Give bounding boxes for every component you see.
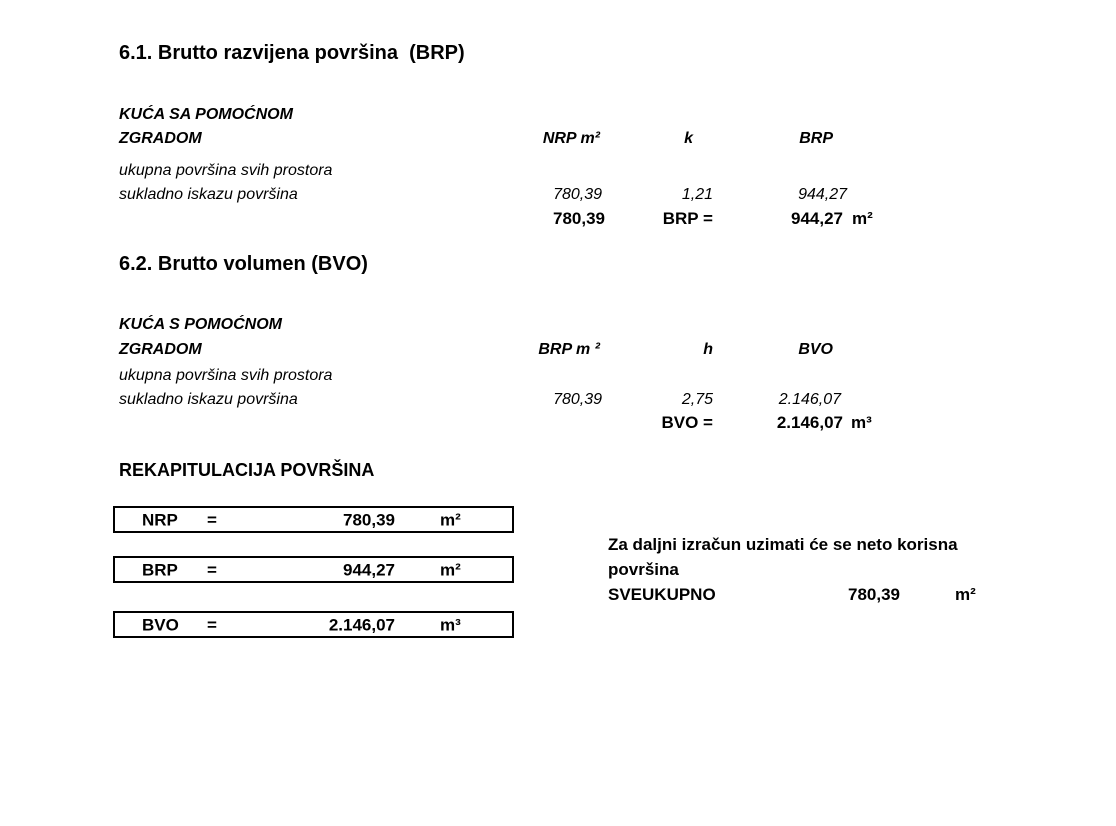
recap-nrp-value: 780,39 xyxy=(343,510,395,529)
note-line1: Za daljni izračun uzimati će se neto korisna xyxy=(608,535,958,554)
recap-box-brp xyxy=(113,556,514,583)
section-62-col-header-brp: BRP m ² xyxy=(538,341,600,358)
recap-bvo-unit: m³ xyxy=(440,615,461,634)
recap-bvo-label: BVO xyxy=(142,615,179,634)
recap-heading: REKAPITULACIJA POVRŠINA xyxy=(119,460,375,480)
section-62-heading: 6.2. Brutto volumen (BVO) xyxy=(119,253,368,275)
section-61-desc-line2: sukladno iskazu površina xyxy=(119,186,298,203)
section-62-col-header-h: h xyxy=(703,341,713,358)
section-61-total-label: BRP = xyxy=(662,209,713,228)
recap-nrp-unit: m² xyxy=(440,510,461,529)
section-61-desc-line1: ukupna površina svih prostora xyxy=(119,162,333,179)
section-62-desc-line1: ukupna površina svih prostora xyxy=(119,367,333,384)
recap-brp-value: 944,27 xyxy=(343,560,395,579)
section-62-total-unit: m³ xyxy=(851,413,872,432)
section-61-col-header-brp: BRP xyxy=(799,130,833,147)
recap-brp-equals: = xyxy=(207,560,217,579)
section-62-col-header-bvo: BVO xyxy=(798,341,833,358)
note-total-value: 780,39 xyxy=(848,585,900,604)
recap-brp-unit: m² xyxy=(440,560,461,579)
section-62-total-value: 2.146,07 xyxy=(776,413,843,432)
section-61-entity-line1: KUĆA SA POMOĆNOM xyxy=(119,106,293,123)
section-61-total-unit: m² xyxy=(852,209,873,228)
note-line2: površina xyxy=(608,560,679,579)
section-62-total-label: BVO = xyxy=(661,413,713,432)
section-61-value-nrp: 780,39 xyxy=(553,186,602,203)
section-61-value-k: 1,21 xyxy=(681,186,713,203)
section-62-value-h: 2,75 xyxy=(681,391,713,408)
section-61-entity-line2: ZGRADOM xyxy=(119,130,202,147)
recap-bvo-value: 2.146,07 xyxy=(328,615,395,634)
section-62-desc-line2: sukladno iskazu površina xyxy=(119,391,298,408)
section-62-entity-line2: ZGRADOM xyxy=(119,341,202,358)
section-62-entity-line1: KUĆA S POMOĆNOM xyxy=(119,316,282,333)
section-61-total-value: 944,27 xyxy=(791,209,843,228)
section-61-heading: 6.1. Brutto razvijena površina (BRP) xyxy=(119,42,465,64)
section-61-col-header-nrp: NRP m² xyxy=(542,130,600,147)
section-61-col-header-k: k xyxy=(684,130,693,147)
recap-box-nrp xyxy=(113,506,514,533)
section-62-value-bvo: 2.146,07 xyxy=(778,391,841,408)
section-61-value-brp: 944,27 xyxy=(798,186,847,203)
section-61-total-nrp: 780,39 xyxy=(553,209,605,228)
recap-nrp-label: NRP xyxy=(142,510,178,529)
note-total-label: SVEUKUPNO xyxy=(608,585,716,604)
recap-nrp-equals: = xyxy=(207,510,217,529)
recap-bvo-equals: = xyxy=(207,615,217,634)
recap-brp-label: BRP xyxy=(142,560,178,579)
section-62-value-brp: 780,39 xyxy=(553,391,602,408)
note-total-unit: m² xyxy=(955,585,976,604)
recap-box-bvo xyxy=(113,611,514,638)
